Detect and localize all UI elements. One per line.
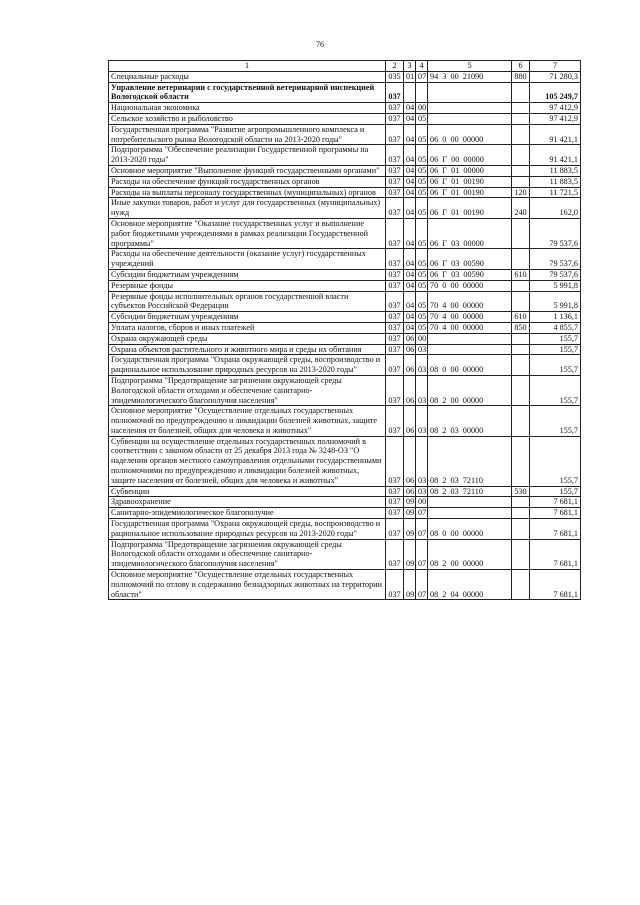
row-sum-cell: 162,0 xyxy=(530,198,581,219)
row-name-cell: Основное мероприятие "Оказание государственных услуг и выполнение работ бюджетными учреждениями в рамках реализации Государственной программы" xyxy=(109,218,386,248)
row-ved-cell: 037 xyxy=(386,165,404,176)
row-target-code-cell: 08 2 03 00000 xyxy=(428,406,512,436)
row-name-cell: Субсидии бюджетным учреждениям xyxy=(109,312,386,323)
row-ved-cell: 037 xyxy=(386,539,404,569)
row-name-cell: Национальная экономика xyxy=(109,103,386,114)
row-sum-cell: 91 421,1 xyxy=(530,145,581,166)
row-ved-cell: 037 xyxy=(386,124,404,145)
table-row xyxy=(109,280,581,291)
row-name-cell: Сельское хозяйство и рыболовство xyxy=(109,113,386,124)
table-row xyxy=(109,103,581,114)
row-expense-type-cell xyxy=(512,570,530,600)
table-row xyxy=(109,249,581,270)
row-sum-cell: 7 681,1 xyxy=(530,508,581,519)
row-sum-cell: 11 721,5 xyxy=(530,187,581,198)
row-expense-type-cell xyxy=(512,249,530,270)
row-expense-type-cell xyxy=(512,113,530,124)
row-name-cell: Здравоохранение xyxy=(109,497,386,508)
row-name-cell: Основное мероприятие "Осуществление отдельных государственных полномочий по отлову и содержанию безнадзорных животных на территории области" xyxy=(109,570,386,600)
row-target-code-cell xyxy=(428,333,512,344)
row-sum-cell: 79 537,6 xyxy=(530,269,581,280)
row-expense-type-cell: 240 xyxy=(512,198,530,219)
row-subsection-cell: 07 xyxy=(416,71,428,82)
row-name-cell: Иные закупки товаров, работ и услуг для государственных (муниципальных) нужд xyxy=(109,198,386,219)
row-expense-type-cell xyxy=(512,436,530,486)
row-sum-cell: 71 280,3 xyxy=(530,71,581,82)
row-sum-cell: 91 421,1 xyxy=(530,124,581,145)
table-row xyxy=(109,486,581,497)
row-ved-cell: 037 xyxy=(386,406,404,436)
table-row xyxy=(109,497,581,508)
row-subsection-cell xyxy=(416,82,428,103)
table-row xyxy=(109,508,581,519)
header-cell: 2 xyxy=(386,61,404,72)
row-ved-cell: 037 xyxy=(386,570,404,600)
row-target-code-cell: 06 Г 01 00000 xyxy=(428,165,512,176)
row-section-cell: 04 xyxy=(404,165,416,176)
row-ved-cell: 037 xyxy=(386,113,404,124)
row-section-cell: 09 xyxy=(404,497,416,508)
row-section-cell: 04 xyxy=(404,113,416,124)
row-target-code-cell: 08 2 00 00000 xyxy=(428,539,512,569)
row-target-code-cell: 06 Г 03 00000 xyxy=(428,218,512,248)
row-section-cell: 06 xyxy=(404,406,416,436)
table-row xyxy=(109,344,581,355)
row-name-cell: Государственная программа "Охрана окружающей среды, воспроизводство и рациональное использование природных ресурсов на 2013-2020 годы" xyxy=(109,355,386,376)
row-section-cell: 04 xyxy=(404,198,416,219)
row-ved-cell: 037 xyxy=(386,355,404,376)
row-expense-type-cell: 610 xyxy=(512,312,530,323)
row-name-cell: Уплата налогов, сборов и иных платежей xyxy=(109,322,386,333)
table-row xyxy=(109,124,581,145)
table-row xyxy=(109,570,581,600)
row-name-cell: Управление ветеринарии с государственной ветеринарной инспекцией Вологодской области xyxy=(109,82,386,103)
budget-table xyxy=(108,60,581,600)
row-name-cell: Основное мероприятие "Выполнение функций государственными органами" xyxy=(109,165,386,176)
header-cell: 3 xyxy=(404,61,416,72)
row-expense-type-cell xyxy=(512,508,530,519)
row-expense-type-cell xyxy=(512,355,530,376)
table-body xyxy=(109,61,581,600)
row-name-cell: Санитарно-эпидемиологическое благополучие xyxy=(109,508,386,519)
table-row xyxy=(109,436,581,486)
row-target-code-cell xyxy=(428,508,512,519)
row-section-cell: 06 xyxy=(404,375,416,405)
row-name-cell: Охрана окружающей среды xyxy=(109,333,386,344)
row-target-code-cell: 70 4 00 00000 xyxy=(428,291,512,312)
row-subsection-cell: 03 xyxy=(416,355,428,376)
row-ved-cell: 037 xyxy=(386,375,404,405)
row-expense-type-cell xyxy=(512,519,530,540)
header-cell: 4 xyxy=(416,61,428,72)
row-subsection-cell: 00 xyxy=(416,333,428,344)
row-ved-cell: 037 xyxy=(386,486,404,497)
row-expense-type-cell: 530 xyxy=(512,486,530,497)
row-sum-cell: 155,7 xyxy=(530,333,581,344)
table-row xyxy=(109,71,581,82)
row-sum-cell: 11 883,5 xyxy=(530,176,581,187)
row-section-cell: 09 xyxy=(404,519,416,540)
row-ved-cell: 037 xyxy=(386,436,404,486)
row-sum-cell: 97 412,9 xyxy=(530,103,581,114)
row-subsection-cell: 05 xyxy=(416,312,428,323)
row-expense-type-cell xyxy=(512,280,530,291)
row-subsection-cell: 03 xyxy=(416,344,428,355)
row-sum-cell: 79 537,6 xyxy=(530,218,581,248)
row-target-code-cell xyxy=(428,344,512,355)
row-name-cell: Субсидии бюджетным учреждениям xyxy=(109,269,386,280)
row-expense-type-cell xyxy=(512,165,530,176)
row-subsection-cell: 03 xyxy=(416,406,428,436)
row-ved-cell: 037 xyxy=(386,269,404,280)
row-target-code-cell: 06 Г 01 00190 xyxy=(428,176,512,187)
row-subsection-cell: 05 xyxy=(416,291,428,312)
row-ved-cell: 037 xyxy=(386,508,404,519)
row-subsection-cell: 07 xyxy=(416,539,428,569)
row-name-cell: Подпрограмма "Обеспечение реализации Государственной программы на 2013-2020 годы" xyxy=(109,145,386,166)
row-sum-cell: 105 249,7 xyxy=(530,82,581,103)
table-row xyxy=(109,375,581,405)
row-name-cell: Специальные расходы xyxy=(109,71,386,82)
row-section-cell: 04 xyxy=(404,312,416,323)
table-row xyxy=(109,176,581,187)
row-expense-type-cell xyxy=(512,375,530,405)
row-section-cell: 09 xyxy=(404,570,416,600)
row-expense-type-cell xyxy=(512,344,530,355)
row-expense-type-cell xyxy=(512,218,530,248)
row-sum-cell: 7 681,1 xyxy=(530,539,581,569)
row-ved-cell: 037 xyxy=(386,103,404,114)
row-ved-cell: 037 xyxy=(386,249,404,270)
row-expense-type-cell xyxy=(512,176,530,187)
row-target-code-cell: 08 2 04 00000 xyxy=(428,570,512,600)
row-subsection-cell: 05 xyxy=(416,124,428,145)
row-subsection-cell: 05 xyxy=(416,198,428,219)
row-name-cell: Субвенции xyxy=(109,486,386,497)
table-row xyxy=(109,218,581,248)
row-expense-type-cell xyxy=(512,497,530,508)
row-name-cell: Подпрограмма "Предотвращение загрязнения окружающей среды Вологодской области отходами и обеспечение санитарно-эпидемиологического благополучия населения" xyxy=(109,375,386,405)
row-section-cell: 04 xyxy=(404,218,416,248)
row-expense-type-cell xyxy=(512,82,530,103)
row-subsection-cell: 05 xyxy=(416,113,428,124)
page-number: 76 xyxy=(316,40,324,49)
header-row xyxy=(109,61,581,72)
row-target-code-cell: 06 Г 03 00590 xyxy=(428,269,512,280)
row-name-cell: Расходы на обеспечение деятельности (оказание услуг) государственных учреждений xyxy=(109,249,386,270)
row-ved-cell: 037 xyxy=(386,519,404,540)
row-sum-cell: 155,7 xyxy=(530,355,581,376)
row-section-cell: 04 xyxy=(404,145,416,166)
row-subsection-cell: 03 xyxy=(416,436,428,486)
table-row xyxy=(109,291,581,312)
row-section-cell: 09 xyxy=(404,539,416,569)
row-ved-cell: 035 xyxy=(386,71,404,82)
table-row xyxy=(109,406,581,436)
row-subsection-cell: 03 xyxy=(416,375,428,405)
row-section-cell: 04 xyxy=(404,176,416,187)
row-sum-cell: 97 412,9 xyxy=(530,113,581,124)
table-row xyxy=(109,322,581,333)
row-subsection-cell: 05 xyxy=(416,218,428,248)
row-name-cell: Расходы на выплаты персоналу государственных (муниципальных) органов xyxy=(109,187,386,198)
row-target-code-cell: 08 0 00 00000 xyxy=(428,355,512,376)
row-ved-cell: 037 xyxy=(386,344,404,355)
header-cell: 1 xyxy=(109,61,386,72)
row-section-cell: 06 xyxy=(404,486,416,497)
row-name-cell: Субвенции на осуществление отдельных государственных полномочий в соответствии с законом области от 25 декабря 2013 года № 3248-ОЗ "О наделении органов местного самоуправления отдельными государственными полномочиями по предупреждению и ликвидации болезней животных, защите населения от болезней, общих для человека и животных" xyxy=(109,436,386,486)
row-section-cell: 04 xyxy=(404,322,416,333)
row-expense-type-cell: 850 xyxy=(512,322,530,333)
row-target-code-cell: 06 0 00 00000 xyxy=(428,124,512,145)
row-name-cell: Резервные фонды исполнительных органов государственной власти субъектов Российской Федерации xyxy=(109,291,386,312)
table-row xyxy=(109,165,581,176)
row-target-code-cell: 08 0 00 00000 xyxy=(428,519,512,540)
row-sum-cell: 7 681,1 xyxy=(530,570,581,600)
row-expense-type-cell xyxy=(512,124,530,145)
row-subsection-cell: 07 xyxy=(416,519,428,540)
row-name-cell: Государственная программа "Охрана окружающей среды, воспроизводство и рациональное использование природных ресурсов на 2013-2020 годы" xyxy=(109,519,386,540)
row-ved-cell: 037 xyxy=(386,322,404,333)
row-section-cell: 04 xyxy=(404,187,416,198)
row-subsection-cell: 00 xyxy=(416,103,428,114)
row-name-cell: Подпрограмма "Предотвращение загрязнения окружающей среды Вологодской области отходами и обеспечение санитарно-эпидемиологического благополучия населения" xyxy=(109,539,386,569)
row-ved-cell: 037 xyxy=(386,280,404,291)
row-section-cell: 04 xyxy=(404,280,416,291)
row-ved-cell: 037 xyxy=(386,218,404,248)
row-ved-cell: 037 xyxy=(386,312,404,323)
row-sum-cell: 155,7 xyxy=(530,344,581,355)
row-name-cell: Расходы на обеспечение функций государственных органов xyxy=(109,176,386,187)
row-subsection-cell: 05 xyxy=(416,165,428,176)
header-cell: 7 xyxy=(530,61,581,72)
row-subsection-cell: 05 xyxy=(416,187,428,198)
row-target-code-cell: 06 Г 01 00190 xyxy=(428,198,512,219)
row-expense-type-cell xyxy=(512,103,530,114)
row-name-cell: Резервные фонды xyxy=(109,280,386,291)
row-sum-cell: 155,7 xyxy=(530,406,581,436)
row-section-cell: 01 xyxy=(404,71,416,82)
table-row xyxy=(109,82,581,103)
row-target-code-cell: 08 2 03 72110 xyxy=(428,436,512,486)
row-sum-cell: 155,7 xyxy=(530,436,581,486)
row-target-code-cell: 06 Г 03 00590 xyxy=(428,249,512,270)
row-ved-cell: 037 xyxy=(386,291,404,312)
row-expense-type-cell: 120 xyxy=(512,187,530,198)
row-target-code-cell xyxy=(428,103,512,114)
row-target-code-cell: 94 3 00 21090 xyxy=(428,71,512,82)
row-target-code-cell: 70 0 00 00000 xyxy=(428,280,512,291)
table-row xyxy=(109,539,581,569)
table-row xyxy=(109,145,581,166)
row-target-code-cell: 08 2 03 72110 xyxy=(428,486,512,497)
row-sum-cell: 79 537,6 xyxy=(530,249,581,270)
row-section-cell: 04 xyxy=(404,103,416,114)
row-section-cell: 06 xyxy=(404,436,416,486)
row-section-cell: 04 xyxy=(404,291,416,312)
row-target-code-cell xyxy=(428,113,512,124)
row-expense-type-cell xyxy=(512,333,530,344)
row-section-cell: 06 xyxy=(404,355,416,376)
row-sum-cell: 7 681,1 xyxy=(530,519,581,540)
row-subsection-cell: 05 xyxy=(416,145,428,166)
row-section-cell: 06 xyxy=(404,344,416,355)
row-sum-cell: 1 136,1 xyxy=(530,312,581,323)
row-subsection-cell: 05 xyxy=(416,322,428,333)
row-section-cell xyxy=(404,82,416,103)
row-sum-cell: 7 681,1 xyxy=(530,497,581,508)
row-expense-type-cell: 880 xyxy=(512,71,530,82)
row-section-cell: 04 xyxy=(404,124,416,145)
row-subsection-cell: 05 xyxy=(416,176,428,187)
row-expense-type-cell xyxy=(512,291,530,312)
table-row xyxy=(109,333,581,344)
row-subsection-cell: 07 xyxy=(416,570,428,600)
row-ved-cell: 037 xyxy=(386,145,404,166)
row-name-cell: Охрана объектов растительного и животного мира и среды их обитания xyxy=(109,344,386,355)
table-row xyxy=(109,113,581,124)
row-expense-type-cell xyxy=(512,406,530,436)
table-row xyxy=(109,312,581,323)
header-cell: 5 xyxy=(428,61,512,72)
row-ved-cell: 037 xyxy=(386,82,404,103)
row-subsection-cell: 05 xyxy=(416,249,428,270)
row-target-code-cell: 08 2 00 00000 xyxy=(428,375,512,405)
row-target-code-cell: 70 4 00 00000 xyxy=(428,312,512,323)
row-sum-cell: 155,7 xyxy=(530,486,581,497)
row-target-code-cell xyxy=(428,82,512,103)
row-subsection-cell: 00 xyxy=(416,497,428,508)
row-sum-cell: 5 991,8 xyxy=(530,280,581,291)
row-sum-cell: 155,7 xyxy=(530,375,581,405)
row-ved-cell: 037 xyxy=(386,497,404,508)
table-row xyxy=(109,198,581,219)
row-sum-cell: 11 883,5 xyxy=(530,165,581,176)
row-expense-type-cell: 610 xyxy=(512,269,530,280)
row-subsection-cell: 07 xyxy=(416,508,428,519)
row-section-cell: 06 xyxy=(404,333,416,344)
row-section-cell: 04 xyxy=(404,249,416,270)
row-expense-type-cell xyxy=(512,539,530,569)
row-target-code-cell: 06 Г 00 00000 xyxy=(428,145,512,166)
table-row xyxy=(109,519,581,540)
row-subsection-cell: 03 xyxy=(416,486,428,497)
row-target-code-cell xyxy=(428,497,512,508)
header-cell: 6 xyxy=(512,61,530,72)
row-target-code-cell: 70 4 00 00000 xyxy=(428,322,512,333)
table-row xyxy=(109,355,581,376)
row-ved-cell: 037 xyxy=(386,198,404,219)
row-section-cell: 09 xyxy=(404,508,416,519)
row-ved-cell: 037 xyxy=(386,333,404,344)
row-sum-cell: 5 991,8 xyxy=(530,291,581,312)
row-sum-cell: 4 855,7 xyxy=(530,322,581,333)
row-expense-type-cell xyxy=(512,145,530,166)
row-subsection-cell: 05 xyxy=(416,280,428,291)
row-name-cell: Государственная программа "Развитие агропромышленного комплекса и потребительского рынка Вологодской области на 2013-2020 годы" xyxy=(109,124,386,145)
table-row xyxy=(109,187,581,198)
row-ved-cell: 037 xyxy=(386,187,404,198)
row-target-code-cell: 06 Г 01 00190 xyxy=(428,187,512,198)
row-subsection-cell: 05 xyxy=(416,269,428,280)
row-ved-cell: 037 xyxy=(386,176,404,187)
table-row xyxy=(109,269,581,280)
row-section-cell: 04 xyxy=(404,269,416,280)
row-name-cell: Основное мероприятие "Осуществление отдельных государственных полномочий по предупреждению и ликвидации болезней животных, защите населения от болезней, общих для человека и животных" xyxy=(109,406,386,436)
